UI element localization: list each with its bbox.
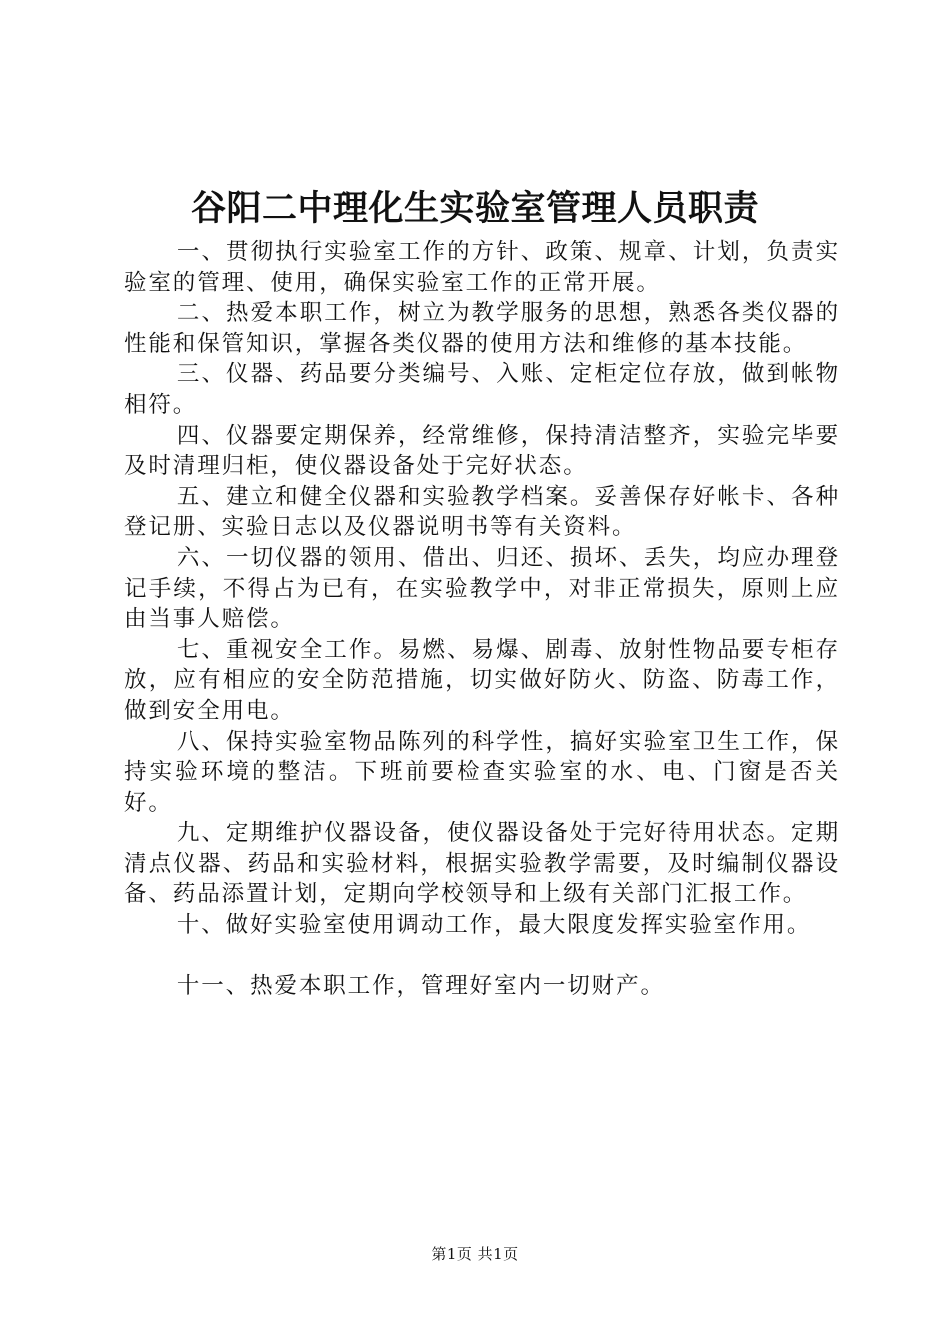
- paragraph-1: 一、贯彻执行实验室工作的方针、政策、规章、计划，负责实验室的管理、使用，确保实验室工作的正常开展。: [124, 239, 840, 296]
- document-body: [124, 237, 840, 1001]
- paragraph-5: 五、建立和健全仪器和实验教学档案。妥善保存好帐卡、各种登记册、实验日志以及仪器说明书等有关资料。: [124, 483, 840, 541]
- paragraph-4: 四、仪器要定期保养，经常维修，保持清洁整齐，实验完毕要及时清理归柜，使仪器设备处于完好状态。: [124, 422, 840, 480]
- page-title: 谷阳二中理化生实验室管理人员职责: [190, 188, 759, 229]
- paragraph-10: 十、做好实验室使用调动工作，最大限度发挥实验室作用。: [176, 912, 812, 939]
- paragraph-3: 三、仪器、药品要分类编号、入账、定柜定位存放，做到帐物相符。: [124, 361, 840, 418]
- paragraph-6: 六、一切仪器的领用、借出、归还、损坏、丢失，均应办理登记手续，不得占为已有，在实验教学中，对非正常损失，原则上应由当事人赔偿。: [124, 544, 840, 633]
- paragraph-11: 十一、热爱本职工作，管理好室内一切财产。: [176, 972, 665, 999]
- paragraph-2: 二、热爱本职工作，树立为教学服务的思想，熟悉各类仪器的性能和保管知识，掌握各类仪器的使用方法和维修的基本技能。: [124, 300, 840, 357]
- paragraph-8: 八、保持实验室物品陈列的科学性，搞好实验室卫生工作，保持实验环境的整洁。下班前要检查实验室的水、电、门窗是否关好。: [124, 728, 840, 816]
- paragraph-9: 九、定期维护仪器设备，使仪器设备处于完好待用状态。定期清点仪器、药品和实验材料，根据实验教学需要，及时编制仪器设备、药品添置计划，定期向学校领导和上级有关部门汇报工作。: [124, 820, 840, 908]
- paragraph-7: 七、重视安全工作。易燃、易爆、剧毒、放射性物品要专柜存放，应有相应的安全防范措施，切实做好防火、防盗、防毒工作，做到安全用电。: [124, 636, 840, 724]
- page-number-footer: 第1页 共1页: [431, 1245, 519, 1263]
